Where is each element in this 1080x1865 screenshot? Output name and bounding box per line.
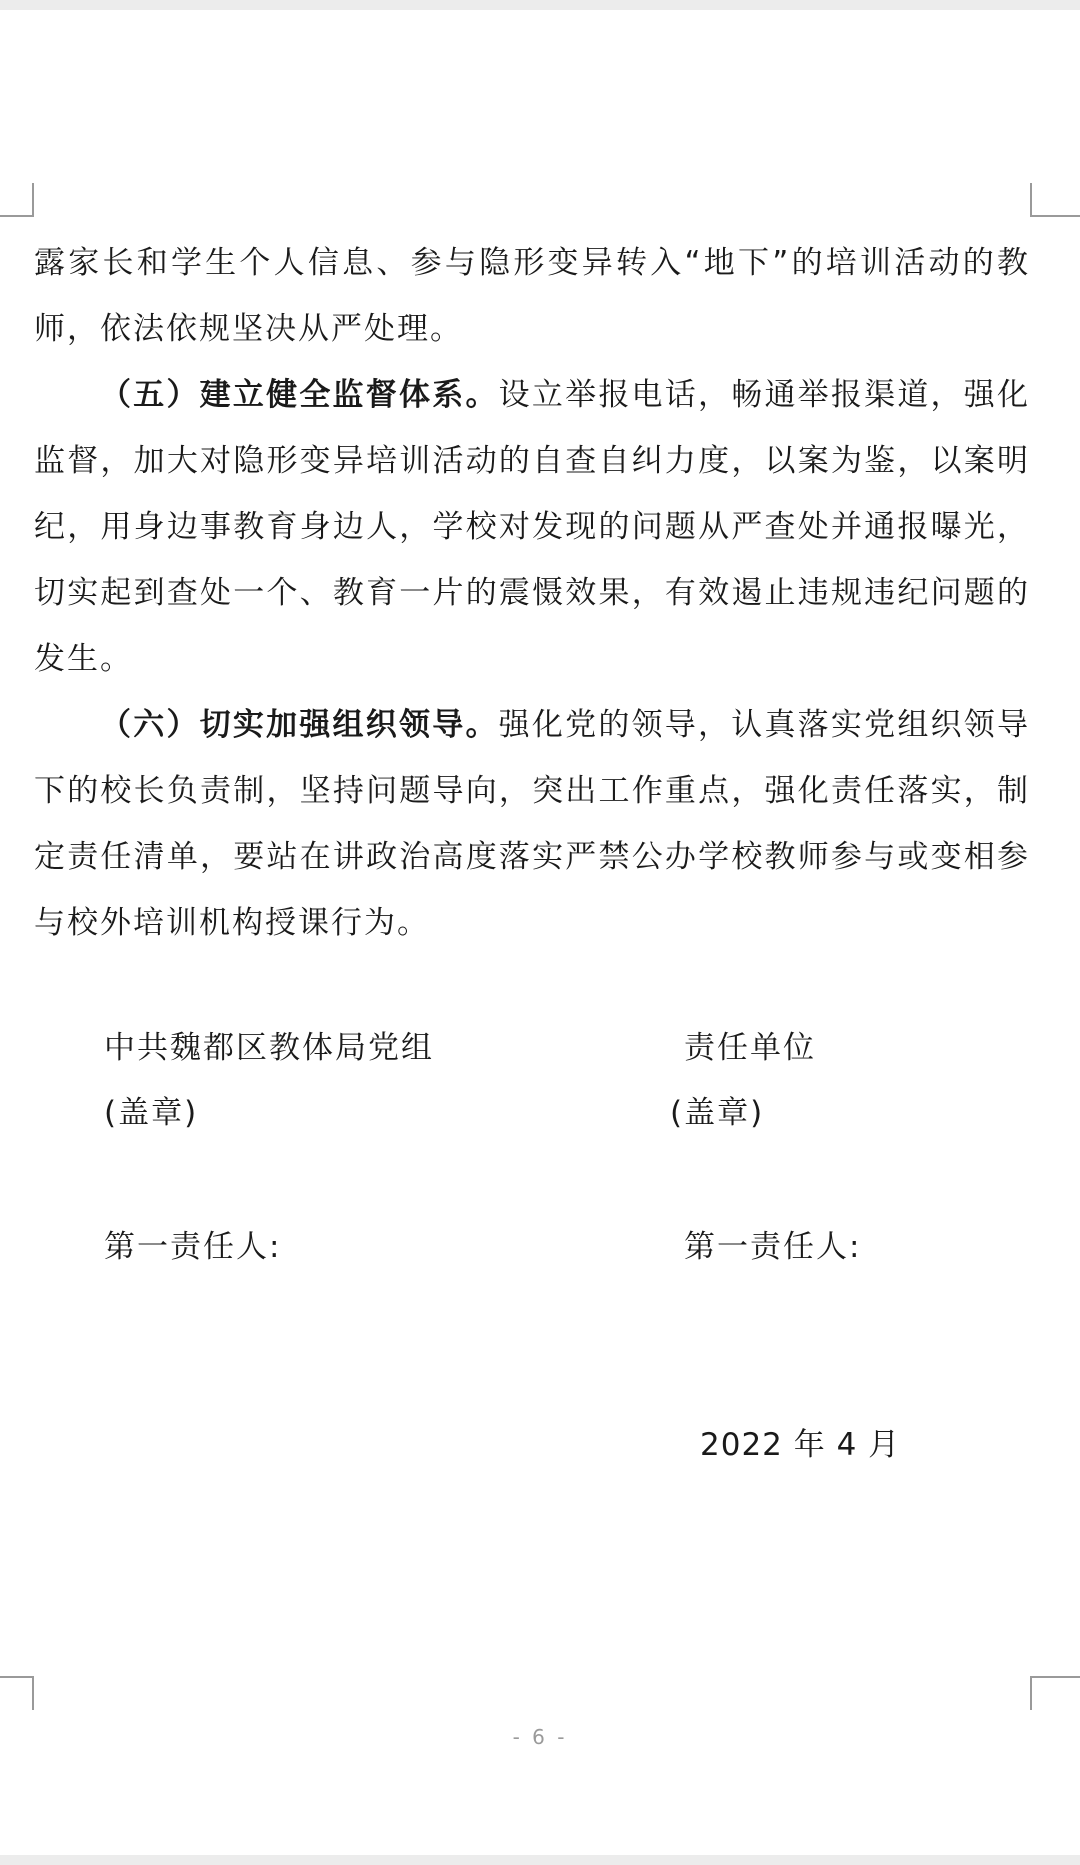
signature-right-seal: (盖章) <box>670 1095 765 1131</box>
section-6-heading: （六）切实加强组织领导。 <box>100 707 499 743</box>
signature-right-org: 责任单位 <box>684 1030 816 1066</box>
signature-right-person: 第一责任人: <box>684 1229 862 1265</box>
page-number: - 6 - <box>512 1725 568 1749</box>
section-6-body: 强化党的领导，认真落实党组织领导下的校长负责制，坚持问题导向，突出工作重点，强化责任落实，制定责任清单，要站在讲政治高度落实严禁公办学校教师参与或变相参与校外培训机构授课行为。 <box>34 707 1031 941</box>
signature-left-person: 第一责任人: <box>104 1229 282 1265</box>
crop-mark-top-right <box>1030 215 1080 217</box>
paragraph-section-6 <box>34 692 1030 956</box>
section-5-body: 设立举报电话，畅通举报渠道，强化监督，加大对隐形变异培训活动的自查自纠力度，以案为鉴，以案明纪，用身边事教育身边人，学校对发现的问题从严查处并通报曝光，切实起到查处一个、教育一片的震慑效果，有效遏止违规违纪问题的发生。 <box>34 377 1031 677</box>
crop-mark-top-right <box>1030 183 1032 217</box>
signature-left-org: 中共魏都区教体局党组 <box>104 1030 434 1066</box>
crop-mark-bottom-right <box>1030 1676 1080 1678</box>
crop-mark-bottom-left <box>0 1676 34 1678</box>
bottom-gap <box>0 1855 1080 1865</box>
signature-left-seal: (盖章) <box>104 1095 199 1131</box>
paragraph-section-5 <box>34 362 1030 692</box>
top-gap <box>0 0 1080 10</box>
document-body <box>34 230 1030 956</box>
paragraph-continuation: 露家长和学生个人信息、参与隐形变异转入“地下”的培训活动的教师，依法依规坚决从严处理。 <box>34 245 1030 347</box>
crop-mark-top-left <box>0 215 34 217</box>
crop-mark-bottom-left <box>32 1676 34 1710</box>
section-5-heading: （五）建立健全监督体系。 <box>100 377 499 413</box>
crop-mark-bottom-right <box>1030 1676 1032 1710</box>
crop-mark-top-left <box>32 183 34 217</box>
document-date: 2022 年 4 月 <box>700 1427 901 1463</box>
